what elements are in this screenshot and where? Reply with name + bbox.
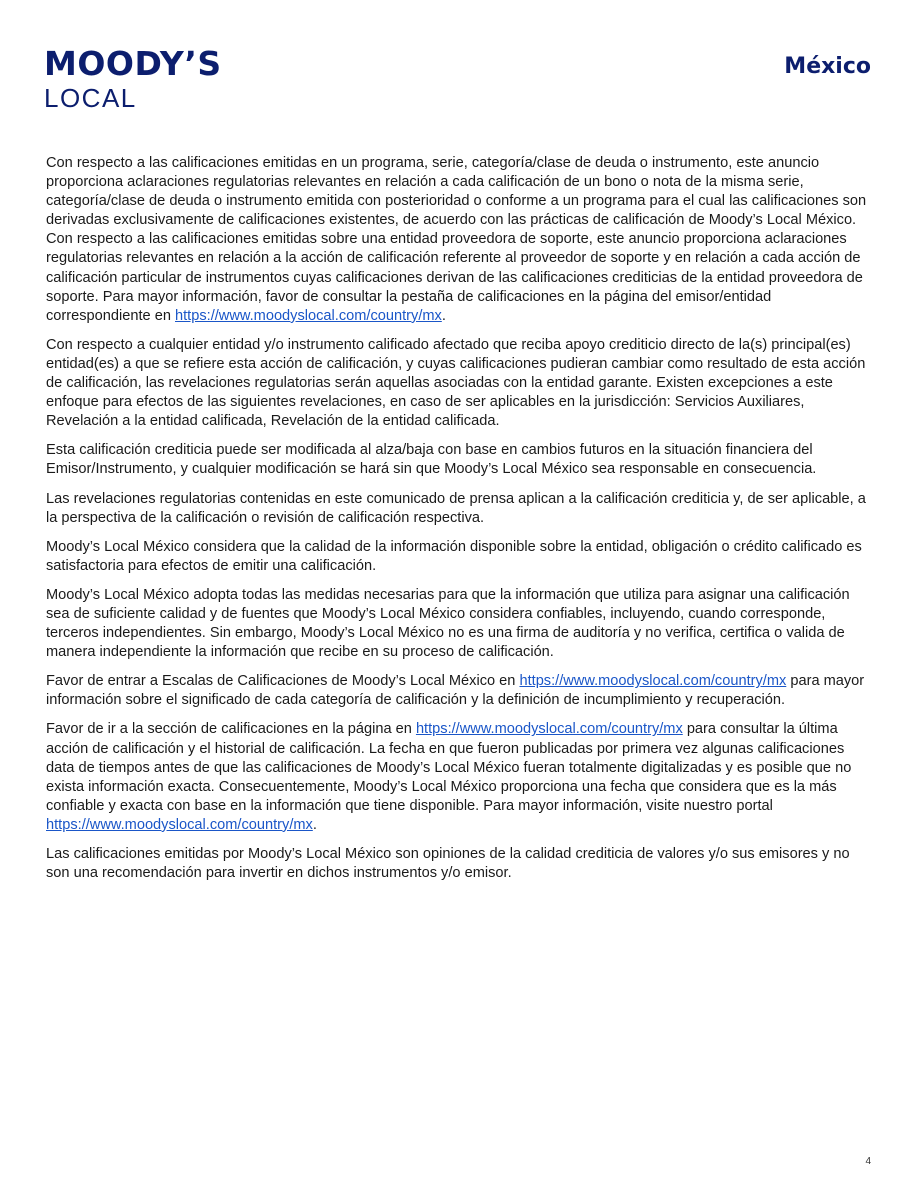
paragraph-7 xyxy=(46,672,876,710)
moodyslocal-link[interactable]: https://www.moodyslocal.com/country/mx xyxy=(415,721,683,738)
paragraph-8-middle: para consultar la última acción de calificación y el historial de calificación. La fecha en que fueron publicadas por primera vez algunas calificaciones data de tiempos antes de que las calificaciones de Moody’s Local México fueran totalmente digitalizadas y es posible que no exista información exacta. Consecuentemente, Moody’s Local México proporciona una fecha que considera que es la más confiable y exacta con base en la información que tiene disponible. Para mayor información, visite nuestro portal xyxy=(46,721,852,814)
paragraph-1-end: . xyxy=(441,307,446,324)
page-number: 4 xyxy=(865,1156,871,1167)
moodyslocal-link[interactable]: https://www.moodyslocal.com/country/mx xyxy=(175,307,442,324)
country-label: México xyxy=(784,54,871,79)
paragraph-3: Esta calificación crediticia puede ser modificada al alza/baja con base en cambios futuros en la situación financiera del Emisor/Instrumento, y cualquier modificación se hará sin que Moody’s Local México sea responsable en consecuencia. xyxy=(46,442,817,478)
moodyslocal-link[interactable]: https://www.moodyslocal.com/country/mx xyxy=(519,673,787,690)
paragraph-2: Con respecto a cualquier entidad y/o instrumento calificado afectado que reciba apoyo crediticio directo de la(s) principal(es) entidad(es) a que se refiere esta acción de calificación, y cuyas calificaciones pudieran cambiar como resultado de esta acción de calificación, las revelaciones regulatorias serán aquellas asociadas con la entidad garante. Existen excepciones a este enfoque para efectos de las siguientes revelaciones, en caso de ser aplicables en la jurisdicción: Servicios Auxiliares, Revelación a la entidad calificada, Revelación de la entidad calificada. xyxy=(46,336,866,430)
logo-wordmark-top: MOODY’S xyxy=(44,44,222,83)
paragraph-9: Las calificaciones emitidas por Moody’s Local México son opiniones de la calidad crediticia de valores y/o sus emisores y no son una recomendación para invertir en dichos instrumentos y/o emisor. xyxy=(46,846,850,882)
paragraph-5: Moody’s Local México considera que la calidad de la información disponible sobre la entidad, obligación o crédito calificado es satisfactoria para efectos de emitir una calificación. xyxy=(46,538,862,574)
document-body xyxy=(46,154,876,893)
moodyslocal-portal-link[interactable]: https://www.moodyslocal.com/country/mx xyxy=(46,816,313,833)
paragraph-8-end: . xyxy=(312,816,317,833)
paragraph-7-end: para mayor información sobre el significado de cada categoría de calificación y la definición de incumplimiento y recuperación. xyxy=(46,673,865,709)
paragraph-8 xyxy=(46,720,876,835)
paragraph-4: Las revelaciones regulatorias contenidas en este comunicado de prensa aplican a la calificación crediticia y, de ser aplicable, a la perspectiva de la calificación o revisión de calificación respectiva. xyxy=(46,490,866,526)
paragraph-6: Moody’s Local México adopta todas las medidas necesarias para que la información que utiliza para asignar una calificación sea de suficiente calidad y de fuentes que Moody’s Local México considera confiables, incluyendo, cuando corresponde, terceros independientes. Sin embargo, Moody’s Local México no es una firma de auditoría y no verifica, certifica o valida de manera independiente la información que recibe en su proceso de calificación. xyxy=(46,586,850,661)
paragraph-8-text: Favor de ir a la sección de calificaciones en la página en xyxy=(46,721,416,738)
logo-wordmark-bottom: LOCAL xyxy=(44,83,137,113)
paragraph-7-text: Favor de entrar a Escalas de Calificaciones de Moody’s Local México en xyxy=(46,673,520,690)
paragraph-1-text: Con respecto a las calificaciones emitidas en un programa, serie, categoría/clase de deuda o instrumento, este anuncio proporciona aclaraciones regulatorias relevantes en relación a cada calificación de un bono o nota de la misma serie, categoría/clase de deuda o instrumento emitida con posterioridad o conforme a un programa para el cual las calificaciones son derivadas exclusivamente de calificaciones existentes, de acuerdo con las prácticas de calificación de Moody’s Local México. Con respecto a las calificaciones emitidas sobre una entidad proveedora de soporte, este anuncio proporciona aclaraciones regulatorias relevantes en relación a la acción de calificación referente al proveedor de soporte y en relación a cada acción de calificación particular de instrumentos cuyas calificaciones derivan de las calificaciones crediticias de la entidad proveedora de soporte. Para mayor información, favor de consultar la pestaña de calificaciones en la página del emisor/entidad correspondiente en xyxy=(46,155,867,324)
paragraph-1 xyxy=(46,154,876,326)
moodys-local-logo xyxy=(44,46,222,112)
